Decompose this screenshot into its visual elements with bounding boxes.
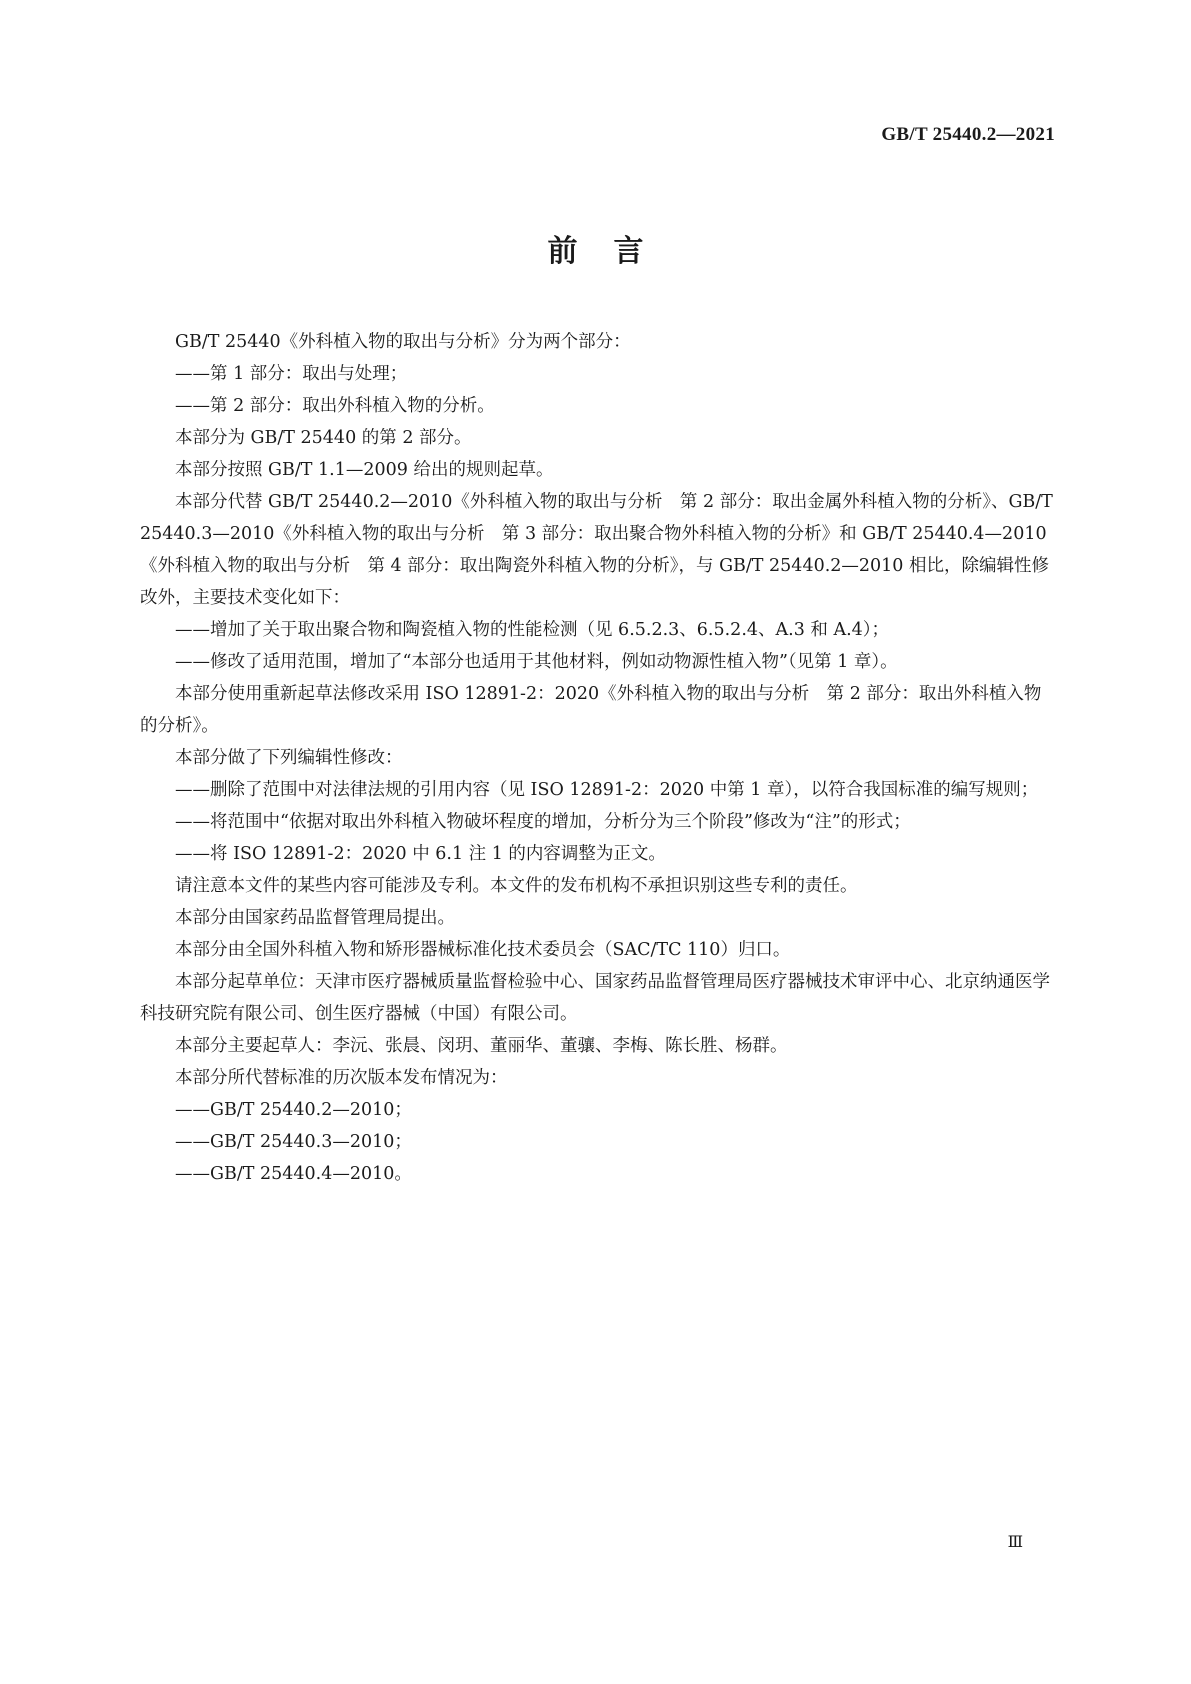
list-item: ——删除了范围中对法律法规的引用内容（见 ISO 12891-2：2020 中第 1 章），以符合我国标准的编写规则； [175,780,1039,800]
list-item: ——增加了关于取出聚合物和陶瓷植入物的性能检测（见 6.5.2.3、6.5.2.4、A.3 和 A.4）； [175,620,890,640]
list-item: ——将范围中“依据对取出外科植入物破坏程度的增加，分析分为三个阶段”修改为“注”的形式； [175,812,911,832]
paragraph: 本部分为 GB/T 25440 的第 2 部分。 [175,428,472,448]
paragraph: 本部分由全国外科植入物和矫形器械标准化技术委员会（SAC/TC 110）归口。 [175,940,791,960]
paragraph: 请注意本文件的某些内容可能涉及专利。本文件的发布机构不承担识别这些专利的责任。 [175,876,858,896]
page-number: Ⅲ [1007,1532,1023,1551]
standard-number: GB/T 25440.2—2021 [881,124,1055,145]
paragraph: 本部分代替 GB/T 25440.2—2010《外科植入物的取出与分析 第 2 部分：取出金属外科植入物的分析》、GB/T 25440.3—2010《外科植入物的取出与分析 第 3 部分：取出聚合物外科植入物的分析》和 GB/T 25440.4—2010《外科植入物的取出与分析 第 4 部分：取出陶瓷外科植入物的分析》，与 GB/T 25440.2—2010 相比，除编辑性修改外，主要技术变化如下： [140,492,1053,608]
paragraph: 本部分使用重新起草法修改采用 ISO 12891-2：2020《外科植入物的取出与分析 第 2 部分：取出外科植入物的分析》。 [140,684,1042,736]
page-title: 前言 [547,234,680,269]
list-item: ——GB/T 25440.4—2010。 [175,1164,412,1184]
paragraph: 本部分起草单位：天津市医疗器械质量监督检验中心、国家药品监督管理局医疗器械技术审评中心、北京纳通医学科技研究院有限公司、创生医疗器械（中国）有限公司。 [140,972,1050,1024]
list-item: ——第 1 部分：取出与处理； [175,364,408,384]
list-item: ——第 2 部分：取出外科植入物的分析。 [175,396,495,416]
paragraph: 本部分由国家药品监督管理局提出。 [175,908,455,928]
paragraph: 本部分做了下列编辑性修改： [175,748,403,768]
paragraph: GB/T 25440《外科植入物的取出与分析》分为两个部分： [175,332,631,352]
list-item: ——将 ISO 12891-2：2020 中 6.1 注 1 的内容调整为正文。 [175,844,666,864]
foreword-body [140,326,1053,1190]
paragraph: 本部分所代替标准的历次版本发布情况为： [175,1068,508,1088]
paragraph: 本部分按照 GB/T 1.1—2009 给出的规则起草。 [175,460,554,480]
list-item: ——修改了适用范围，增加了“本部分也适用于其他材料，例如动物源性植入物”（见第 1 章）。 [175,652,898,672]
list-item: ——GB/T 25440.2—2010； [175,1100,412,1120]
list-item: ——GB/T 25440.3—2010； [175,1132,412,1152]
paragraph: 本部分主要起草人：李沅、张晨、闵玥、董丽华、董骧、李梅、陈长胜、杨群。 [175,1036,788,1056]
